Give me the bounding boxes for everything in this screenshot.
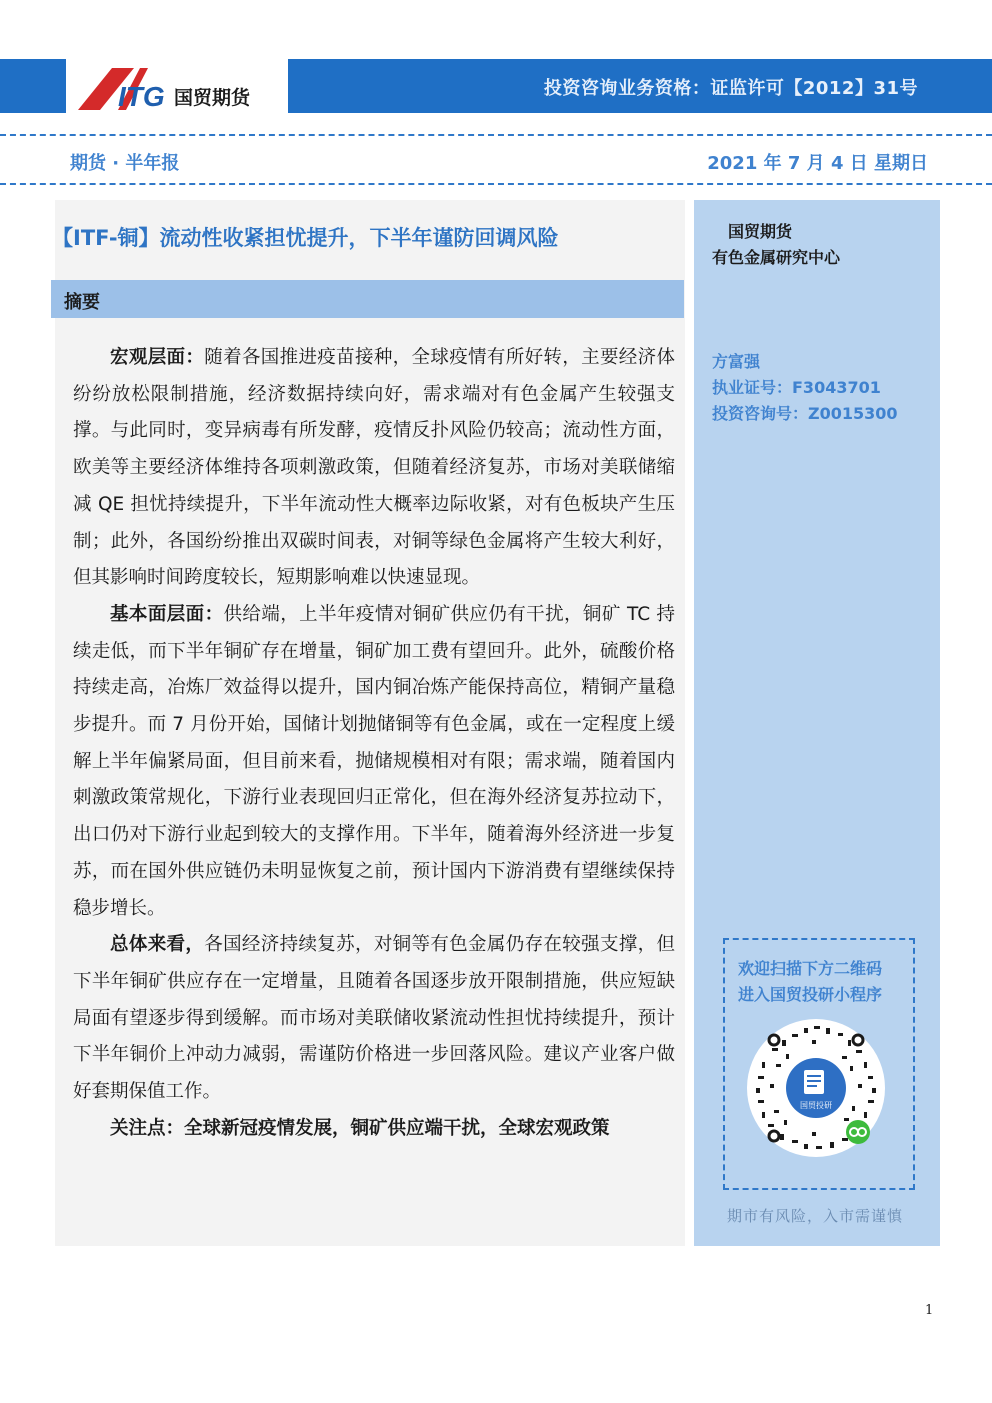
- report-date: 2021 年 7 月 4 日 星期日: [707, 153, 928, 174]
- focus-points: [73, 1111, 675, 1148]
- focus-text: 关注点：全球新冠疫情发展，铜矿供应端干扰，全球宏观政策: [110, 1117, 610, 1139]
- sidebar-org: 国贸期货: [728, 222, 793, 241]
- page-number: 1: [925, 1303, 934, 1318]
- abstract-bar: [51, 280, 684, 318]
- header-banner-left: [0, 59, 66, 113]
- sidebar-center: 有色金属研究中心: [712, 248, 841, 267]
- qr-center-label: 国贸投研: [800, 1101, 832, 1110]
- qr-caption-line2: 进入国贸投研小程序: [738, 985, 883, 1004]
- abstract-label: 摘要: [64, 292, 100, 313]
- divider-bottom: [0, 183, 992, 185]
- analyst-name: 方富强: [712, 352, 761, 371]
- abstract-body: [73, 340, 675, 1147]
- risk-warning: 期市有风险，入市需谨慎: [727, 1207, 904, 1225]
- paragraph-lead: 总体来看，: [110, 934, 205, 956]
- mini-program-qr-code[interactable]: [746, 1018, 886, 1158]
- report-title: 【ITF-铜】流动性收紧担忧提升，下半年谨防回调风险: [52, 226, 559, 250]
- logo-mark: ITG: [118, 81, 165, 112]
- qualification-text: 投资咨询业务资格：证监许可【2012】31号: [543, 78, 918, 99]
- paragraph-text: 各国经济持续复苏，对铜等有色金属仍存在较强支撑，但下半年铜矿供应存在一定增量，且随着各国逐步放开限制措施，供应短缺局面有望逐步得到缓解。而市场对美联储收紧流动性担忧持续提升，预计下半年铜价上冲动力减弱，需谨防价格进一步回落风险。建议产业客户做好套期保值工作。: [73, 934, 675, 1103]
- paragraph-macro: [73, 340, 675, 597]
- divider-top: [0, 134, 992, 136]
- logo-company: 国贸期货: [174, 87, 251, 109]
- paragraph-lead: 宏观层面：: [110, 347, 205, 368]
- analyst-license: 执业证号：F3043701: [712, 378, 881, 397]
- paragraph-text: 供给端，上半年疫情对铜矿供应仍有干扰，铜矿 TC 持续走低，而下半年铜矿存在增量，铜矿加工费有望回升。此外，硫酸价格持续走高，冶炼厂效益得以提升，国内铜冶炼产能保持高位，精铜产量稳步提升。而 7 月份开始，国储计划抛储铜等有色金属，或在一定程度上缓解上半年偏紧局面，但目前来看，抛储规模相对有限；需求端，随着国内刺激政策常规化，下游行业表现回归正常化，但在海外经济复苏拉动下，出口仍对下游行业起到较大的支撑作用。下半年，随着海外经济进一步复苏，而在国外供应链仍未明显恢复之前，预计国内下游消费有望继续保持稳步增长。: [73, 603, 675, 919]
- qr-caption-line1: 欢迎扫描下方二维码: [738, 959, 883, 978]
- analyst-consult-id: 投资咨询号：Z0015300: [712, 404, 898, 423]
- paragraph-text: 随着各国推进疫苗接种，全球疫情有所好转，主要经济体纷纷放松限制措施，经济数据持续向好，需求端对有色金属产生较强支撑。与此同时，变异病毒有所发酵，疫情反扑风险仍较高；流动性方面，欧美等主要经济体维持各项刺激政策，但随着经济复苏，市场对美联储缩减 QE 担忧持续提升，下半年流动性大概率边际收紧，对有色板块产生压制；此外，各国纷纷推出双碳时间表，对铜等绿色金属将产生较大利好，但其影响时间跨度较长，短期影响难以快速显现。: [73, 347, 675, 589]
- report-type: 期货 · 半年报: [70, 153, 180, 174]
- itg-logo: [78, 66, 278, 112]
- paragraph-lead: 基本面层面：: [110, 603, 224, 625]
- paragraph-fundamentals: [73, 597, 675, 927]
- paragraph-overall: [73, 927, 675, 1111]
